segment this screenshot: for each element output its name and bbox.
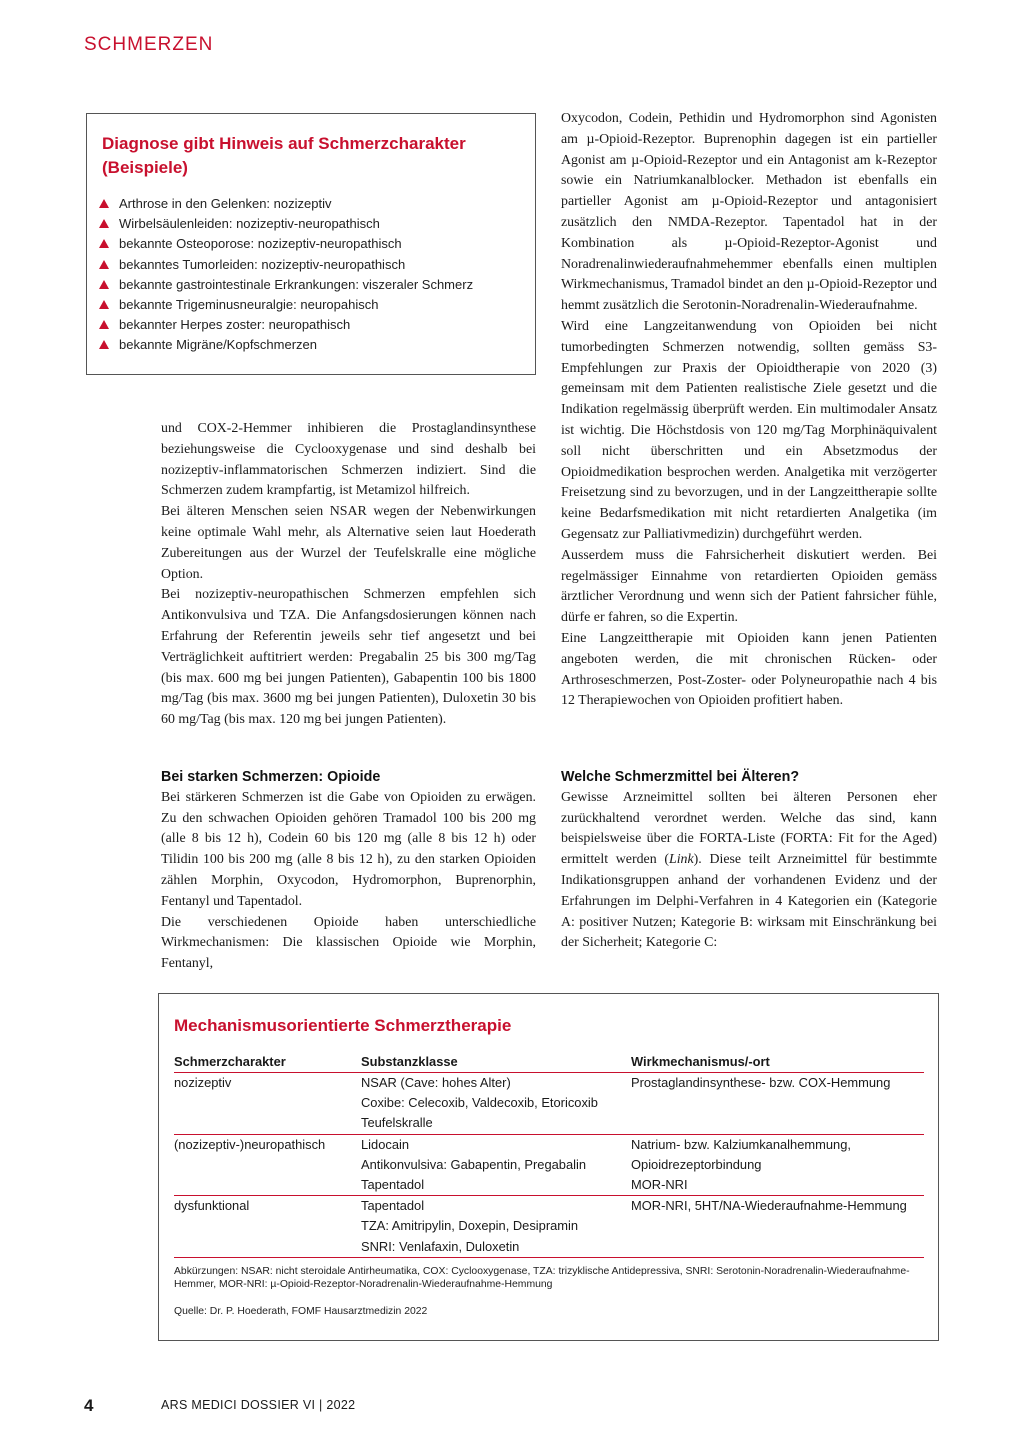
therapy-table-box bbox=[158, 993, 939, 1341]
table-row: dysfunktional Tapentadol MOR-NRI, 5HT/NA-Wiederaufnahme-Hemmung bbox=[174, 1198, 907, 1214]
column-header: Wirkmechanismus/-ort bbox=[631, 1052, 924, 1073]
table-row: nozizeptiv NSAR (Cave: hohes Alter) Prostaglandinsynthese- bzw. COX-Hemmung bbox=[174, 1075, 891, 1090]
column-header: Substanzklasse bbox=[361, 1052, 631, 1073]
list-item: bekannte gastrointestinale Erkrankungen: viszeraler Schmerz bbox=[99, 275, 473, 295]
table-row: Teufelskralle bbox=[174, 1113, 924, 1134]
paragraph: Die verschiedenen Opioide haben unterschiedliche Wirkmechanismen: Die klassischen Opioide wie Morphin, Fentanyl, bbox=[161, 914, 536, 972]
paragraph: Bei nozizeptiv-neuropathischen Schmerzen empfehlen sich Antikonvulsiva und TZA. Die Anfangsdosierungen können nach Erfahrung der Referentin jeweils sehr tief angesetzt und bei Verträglichkeit auftitriert werden: Pregabalin 25 bis 300 mg/Tag (bis max. 600 mg bei jungen Patienten), Gabapentin 100 bis 1800 mg/Tag (bis max. 3600 mg bei jungen Patienten), Duloxetin 30 bis 60 mg/Tag (bis max. 120 mg bei jungen Patienten). bbox=[161, 587, 536, 728]
list-item: bekannte Osteoporose: nozizeptiv-neuropathisch bbox=[99, 234, 473, 254]
forta-link[interactable]: Link bbox=[668, 852, 694, 868]
source-note: Quelle: Dr. P. Hoederath, FOMF Hausarztmedizin 2022 bbox=[174, 1306, 428, 1317]
table-row: Tapentadol MOR-NRI bbox=[174, 1175, 924, 1196]
triangle-bullet-icon bbox=[99, 199, 109, 208]
paragraph: und COX-2-Hemmer inhibieren die Prostaglandinsynthese beziehungsweise die Cyclooxygenase und sind deshalb bei nozizeptiv-inflammatorischen Schmerzen indiziert. Sind die Schmerzen zudem krampfartig, ist Metamizol hilfreich. bbox=[161, 421, 536, 499]
right-column-lower bbox=[561, 767, 937, 954]
table-row: SNRI: Venlafaxin, Duloxetin bbox=[174, 1237, 924, 1258]
page-number: 4 bbox=[84, 1396, 94, 1415]
table-header-row bbox=[174, 1052, 924, 1073]
diagnosis-box bbox=[86, 113, 536, 375]
section-heading-elderly: Welche Schmerzmittel bei Älteren? bbox=[561, 769, 800, 785]
paragraph: Gewisse Arzneimittel sollten bei älteren Personen eher zurückhaltend verordnet werden. Welche das sind, kann beispielsweise über die FORTA-Liste (FORTA: Fit for the Aged) ermittelt werden (Link). Diese teilt Arzneimittel für bestimmte Indikationsgruppen anhand der vorhandenen Evidenz und der Erfahrungen im Delphi-Verfahren in 4 Kategorien ein (Kategorie A: positiver Nutzen; Kategorie B: wirksam mit Einschränkung bei der Sicherheit; Kategorie C: bbox=[561, 789, 937, 951]
list-item: bekannte Migräne/Kopfschmerzen bbox=[99, 335, 473, 355]
list-item: Wirbelsäulenleiden: nozizeptiv-neuropathisch bbox=[99, 214, 473, 234]
table-row: TZA: Amitripylin, Doxepin, Desipramin bbox=[361, 1218, 579, 1234]
triangle-bullet-icon bbox=[99, 219, 109, 228]
triangle-bullet-icon bbox=[99, 260, 109, 269]
table-row: (nozizeptiv-)neuropathisch Lidocain Natrium- bzw. Kalziumkanalhemmung, bbox=[174, 1136, 851, 1152]
table-row: Coxibe: Celecoxib, Valdecoxib, Etoricoxib bbox=[361, 1095, 598, 1111]
left-column-upper bbox=[161, 419, 536, 731]
column-header: Schmerzcharakter bbox=[174, 1052, 361, 1073]
paragraph: Bei älteren Menschen seien NSAR wegen der Nebenwirkungen keine optimale Wahl mehr, als Alternative seien laut Hoederath Zubereitungen aus der Wurzel der Teufelskralle eine mögliche Option. bbox=[161, 504, 536, 582]
triangle-bullet-icon bbox=[99, 239, 109, 248]
diagnosis-box-title: Diagnose gibt Hinweis auf Schmerzcharakter (Beispiele) bbox=[102, 134, 466, 177]
list-item: bekannte Trigeminusneuralgie: neuropahisch bbox=[99, 295, 473, 315]
right-column-upper bbox=[561, 109, 937, 712]
table-row: Antikonvulsiva: Gabapentin, Pregabalin Opioidrezeptorbindung bbox=[361, 1156, 762, 1172]
paragraph: Bei stärkeren Schmerzen ist die Gabe von Opioiden zu erwägen. Zu den schwachen Opioiden gehören Tramadol 100 bis 200 mg (alle 8 bis 12 h), Codein 60 bis 120 mg (alle 8 bis 12 h) oder Tilidin 100 bis 200 mg (alle 8 bis 12 h), zu den starken Opioiden zählen Morphin, Oxycodon, Hydromorphon, Buprenorphin, Fentanyl und Tapentadol. bbox=[161, 789, 536, 909]
list-item: Arthrose in den Gelenken: nozizeptiv bbox=[99, 194, 473, 214]
journal-footer: ARS MEDICI DOSSIER VI | 2022 bbox=[161, 1398, 356, 1412]
therapy-table-title: Mechanismusorientierte Schmerztherapie bbox=[174, 1016, 512, 1035]
paragraph: Wird eine Langzeitanwendung von Opioiden bei nicht tumorbedingten Schmerzen notwendig, sollten gemäss S3-Empfehlungen zur Praxis der Opioidtherapie von 2020 (3) gemeinsam mit dem Patienten realistische Ziele gesetzt und die Indikation regelmässig überprüft werden. Ein multimodaler Ansatz ist wichtig. Die Höchstdosis von 120 mg/Tag Morphinäquivalent soll nicht überschritten und ein Absetzmodus der Opioidmedikation besprochen werden. Analgetika mit verzögerter Freisetzung sind zu bevorzugen, und in der Langzeittherapie sollte keine Bedarfsmedikation mit nicht retardierten Analgetika (im Gegensatz zur Palliativmedizin) durchgeführt werden. bbox=[561, 318, 937, 542]
therapy-table bbox=[174, 1052, 924, 1258]
paragraph: Oxycodon, Codein, Pethidin und Hydromorphon sind Agonisten am µ-Opioid-Rezeptor. Buprenophin dagegen ist ein partieller Agonist am µ-Opioid-Rezeptor und ein Antagonist am k-Rezeptor sowie ein Natriumkanalblocker. Methadon ist ebenfalls ein partieller Agonist am µ-Opioid-Rezeptor und antagonisiert zusätzlich den NMDA-Rezeptor. Tapentadol hat in der Kombination als µ-Opioid-Rezeptor-Agonist und Noradrenalinwiederaufnahmehemmer ebenfalls einen multiplen Wirkmechanismus, Tramadol bindet an den µ-Opioid-Rezeptor und hemmt zusätzlich die Serotonin-Noradrenalin-Wiederaufnahme. bbox=[561, 111, 937, 314]
abbreviations-note: Abkürzungen: NSAR: nicht steroidale Antirheumatika, COX: Cyclooxygenase, TZA: trizyklische Antidepressiva, SNRI: Serotonin-Noradrenalin-Wiederaufnahme-Hemmer, MOR-NRI: µ-Opioid-Rezeptor-Noradrenalin-Wiederaufnahme-Hemmung bbox=[174, 1266, 910, 1290]
paragraph: Eine Langzeittherapie mit Opioiden kann jenen Patienten angeboten werden, die mit chronischen Rücken- oder Arthroseschmerzen, Post-Zoster- oder Polyneuropathie nach 4 bis 12 Therapiewochen von Opioiden profitiert haben. bbox=[561, 630, 937, 709]
paragraph: Ausserdem muss die Fahrsicherheit diskutiert werden. Bei regelmässiger Einnahme von retardierten Opioiden gemäss ärztlicher Verordnung und wenn sich der Patient fahrsicher fühle, dürfe er fahren, so die Expertin. bbox=[561, 547, 937, 626]
left-column-lower bbox=[161, 767, 536, 975]
list-item: bekanntes Tumorleiden: nozizeptiv-neuropathisch bbox=[99, 255, 473, 275]
triangle-bullet-icon bbox=[99, 280, 109, 289]
triangle-bullet-icon bbox=[99, 340, 109, 349]
list-item: bekannter Herpes zoster: neuropathisch bbox=[99, 315, 473, 335]
triangle-bullet-icon bbox=[99, 300, 109, 309]
section-heading-opioids: Bei starken Schmerzen: Opioide bbox=[161, 769, 381, 785]
section-header: SCHMERZEN bbox=[84, 34, 214, 55]
triangle-bullet-icon bbox=[99, 320, 109, 329]
diagnosis-list bbox=[99, 194, 473, 356]
